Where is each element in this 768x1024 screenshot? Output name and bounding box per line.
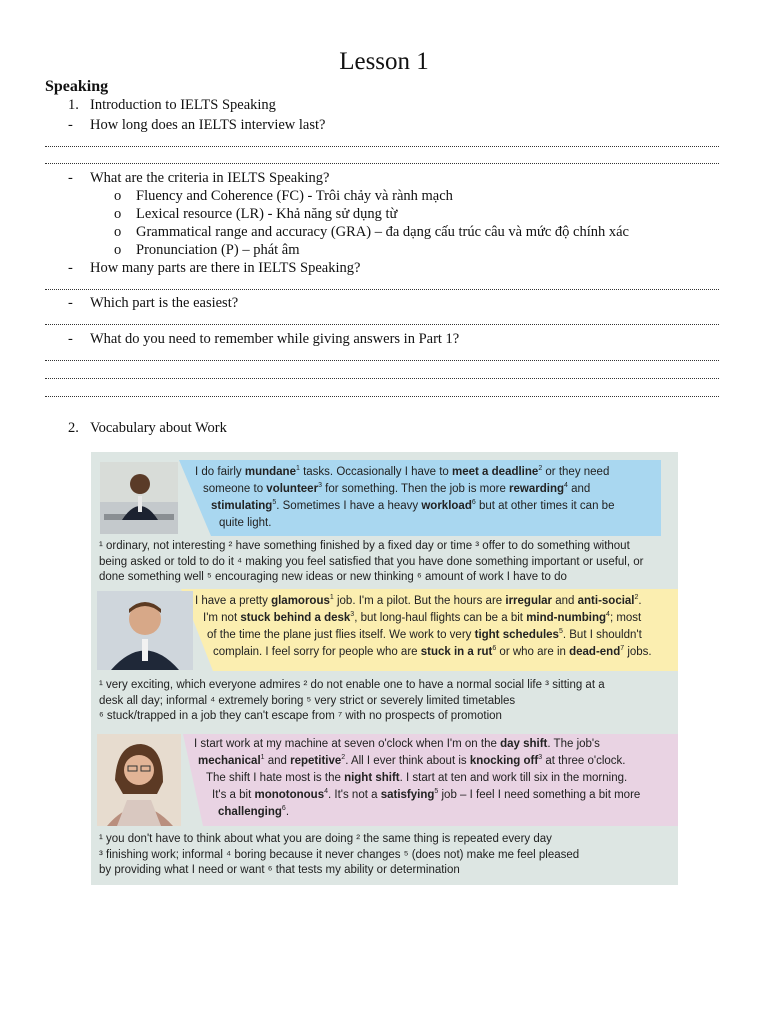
page-title: Lesson 1 bbox=[339, 48, 429, 75]
question-parts: How many parts are there in IELTS Speaking? bbox=[90, 260, 361, 276]
block-3-text: I start work at my machine at seven o'clock when I'm on the day shift. The job's mechanical$^1$ and repetitive$^2$. All I ever think about is knocking off$^3$ at three o'clock. The shift I hate most is the night shift. I start at ten and work till six in the morning. It's a bit monotonous$^4$. It's not a satisfying$^5$ job – I feel I need something a bit more challenging$^6$. bbox=[194, 738, 641, 818]
definition-line: ¹ you don't have to think about what you are doing ² the same thing is repeated every day bbox=[99, 833, 552, 845]
bullet: o bbox=[114, 242, 122, 258]
answer-line bbox=[45, 360, 719, 361]
question-criteria: What are the criteria in IELTS Speaking? bbox=[90, 170, 330, 186]
item-1-text: Introduction to IELTS Speaking bbox=[90, 97, 276, 113]
definition-line: ⁶ stuck/trapped in a job they can't escape from ⁷ with no prospects of promotion bbox=[99, 710, 502, 723]
definition-line: desk all day; informal ⁴ extremely boring ⁵ very strict or severely limited timetables bbox=[99, 694, 516, 707]
criterion-fc: Fluency and Coherence (FC) - Trôi chảy và rành mạch bbox=[136, 188, 453, 204]
section-heading: Speaking bbox=[45, 78, 109, 95]
pilot-photo bbox=[97, 591, 193, 670]
dash: - bbox=[68, 117, 73, 133]
factory-worker-photo bbox=[97, 734, 181, 826]
item-2-number: 2. bbox=[68, 420, 79, 436]
question-easiest-part: Which part is the easiest? bbox=[90, 295, 239, 311]
block-1-definitions bbox=[99, 539, 643, 586]
item-1-number: 1. bbox=[68, 97, 79, 113]
answer-line bbox=[45, 289, 719, 290]
question-part1-tips: What do you need to remember while giving answers in Part 1? bbox=[90, 331, 460, 347]
dash: - bbox=[68, 295, 73, 311]
criterion-gra: Grammatical range and accuracy (GRA) – đa dạng cấu trúc câu và mức độ chính xác bbox=[136, 224, 629, 240]
definition-line: being asked or told to do it ⁴ making you feel satisfied that you have done something important or useful, or bbox=[99, 555, 644, 568]
block-2-definitions bbox=[99, 678, 605, 725]
office-worker-photo bbox=[100, 462, 178, 534]
definition-line: by providing what I need or want ⁶ that tests my ability or determination bbox=[99, 864, 460, 877]
definition-line: ¹ ordinary, not interesting ² have something finished by a fixed day or time ³ offer to do something without bbox=[99, 540, 630, 552]
vocabulary-panel bbox=[91, 452, 678, 885]
item-2-text: Vocabulary about Work bbox=[90, 420, 227, 436]
answer-line bbox=[45, 396, 719, 397]
block-3-definitions bbox=[99, 832, 579, 879]
dash: - bbox=[68, 331, 73, 347]
bullet: o bbox=[114, 206, 122, 222]
answer-line bbox=[45, 146, 719, 147]
block-2-text: I have a pretty glamorous$^1$ job. I'm a pilot. But the hours are irregular and anti-social$^2$. I'm not stuck behind a desk$^3$, but long-haul flights can be a bit mind-numbing$^4$; most of the time the plane just flies itself. We work to very tight schedules$^5$. But I shouldn't complain. I feel sorry for people who are stuck in a rut$^6$ or who are in dead-end$^7$ jobs. bbox=[195, 594, 652, 658]
block-1-text: I do fairly mundane$^1$ tasks. Occasionally I have to meet a deadline$^2$ or they need someone to volunteer$^3$ for something. Then the job is more rewarding$^4$ and stimulating$^5$. Sometimes I have a heavy workload$^6$ but at other times it can be quite light. bbox=[195, 465, 615, 529]
criterion-lr: Lexical resource (LR) - Khả năng sử dụng từ bbox=[136, 206, 398, 222]
criterion-p: Pronunciation (P) – phát âm bbox=[136, 242, 300, 258]
definition-line: ³ finishing work; informal ⁴ boring because it never changes ⁵ (does not) make me feel pleased bbox=[99, 848, 580, 861]
definition-line: ¹ very exciting, which everyone admires ² do not enable one to have a normal social life ³ sitting at a bbox=[99, 679, 605, 691]
answer-line bbox=[45, 324, 719, 325]
bullet: o bbox=[114, 224, 122, 240]
answer-line bbox=[45, 163, 719, 164]
answer-line bbox=[45, 378, 719, 379]
bullet: o bbox=[114, 188, 122, 204]
question-interview-length: How long does an IELTS interview last? bbox=[90, 117, 326, 133]
definition-line: done something well ⁵ encouraging new ideas or new thinking ⁶ amount of work I have to do bbox=[99, 571, 567, 584]
dash: - bbox=[68, 170, 73, 186]
dash: - bbox=[68, 260, 73, 276]
